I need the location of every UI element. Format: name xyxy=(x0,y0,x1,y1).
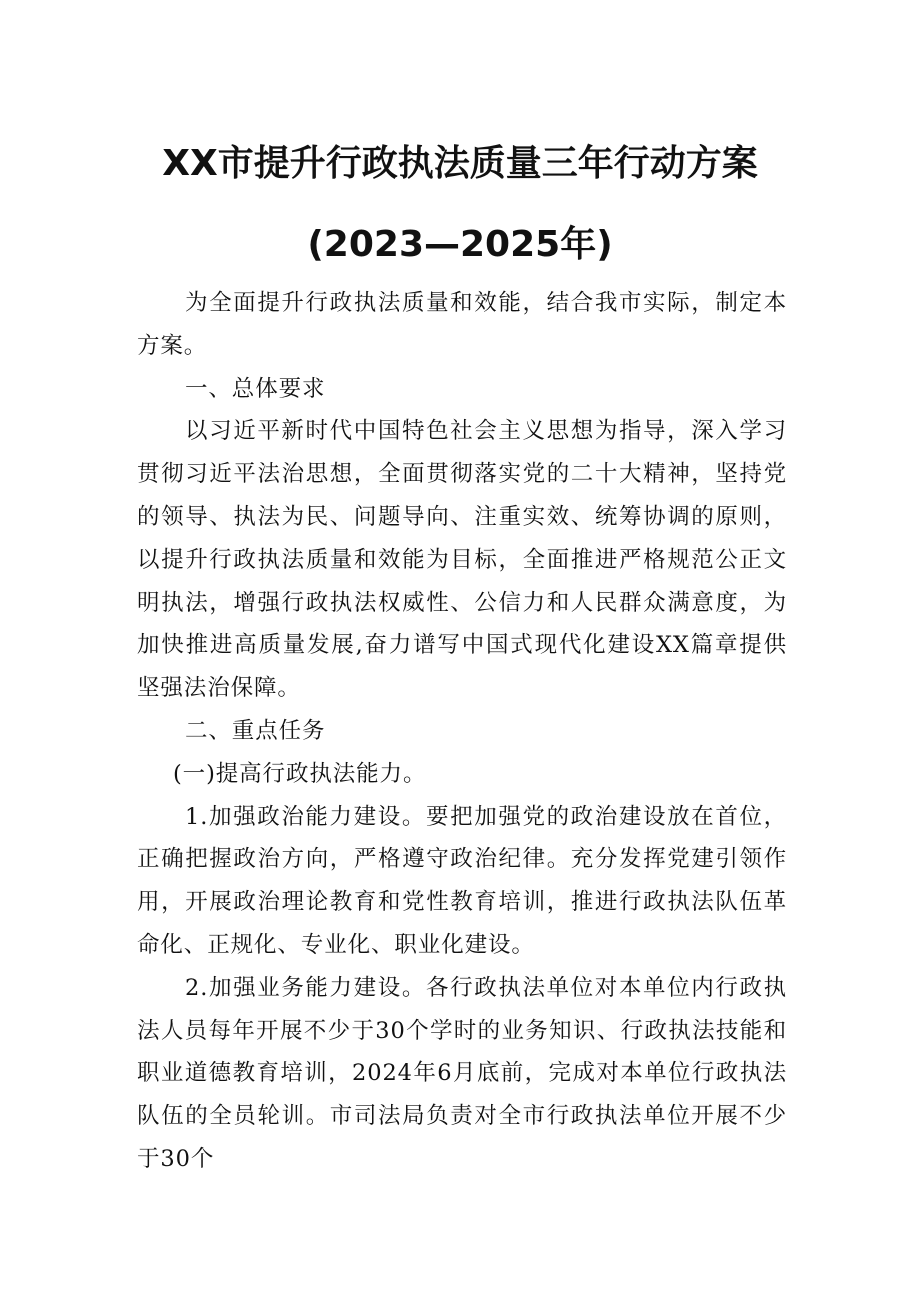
intro-paragraph: 为全面提升行政执法质量和效能，结合我市实际，制定本方案。 xyxy=(137,290,787,359)
document-body xyxy=(137,282,787,1181)
document-subtitle: (2023—2025年) xyxy=(307,224,613,265)
document-title: XX市提升行政执法质量三年行动方案 xyxy=(162,143,758,184)
section-heading-key-tasks: 二、重点任务 xyxy=(185,717,326,744)
task-item-professional-capacity: 2.加强业务能力建设。各行政执法单位对本单位内行政执法人员每年开展不少于30个学时的业务知识、行政执法技能和职业道德教育培训，2024年6月底前，完成对本单位行政执法队伍的全员轮训。市司法局负责对全市行政执法单位开展不少于30个 xyxy=(137,974,787,1172)
section-heading-general-requirements: 一、总体要求 xyxy=(185,375,326,402)
task-item-political-capacity: 1.加强政治能力建设。要把加强党的政治建设放在首位，正确把握政治方向，严格遵守政治纪律。充分发挥党建引领作用，开展政治理论教育和党性教育培训，推进行政执法队伍革命化、正规化、专业化、职业化建设。 xyxy=(137,803,787,958)
general-requirements-paragraph: 以习近平新时代中国特色社会主义思想为指导，深入学习贯彻习近平法治思想，全面贯彻落实党的二十大精神，坚持党的领导、执法为民、问题导向、注重实效、统筹协调的原则，以提升行政执法质量和效能为目标，全面推进严格规范公正文明执法，增强行政执法权威性、公信力和人民群众满意度，为加快推进高质量发展,奋力谱写中国式现代化建设XX篇章提供坚强法治保障。 xyxy=(137,418,787,702)
subsection-heading-enforcement-capacity: (一)提高行政执法能力。 xyxy=(173,760,427,787)
